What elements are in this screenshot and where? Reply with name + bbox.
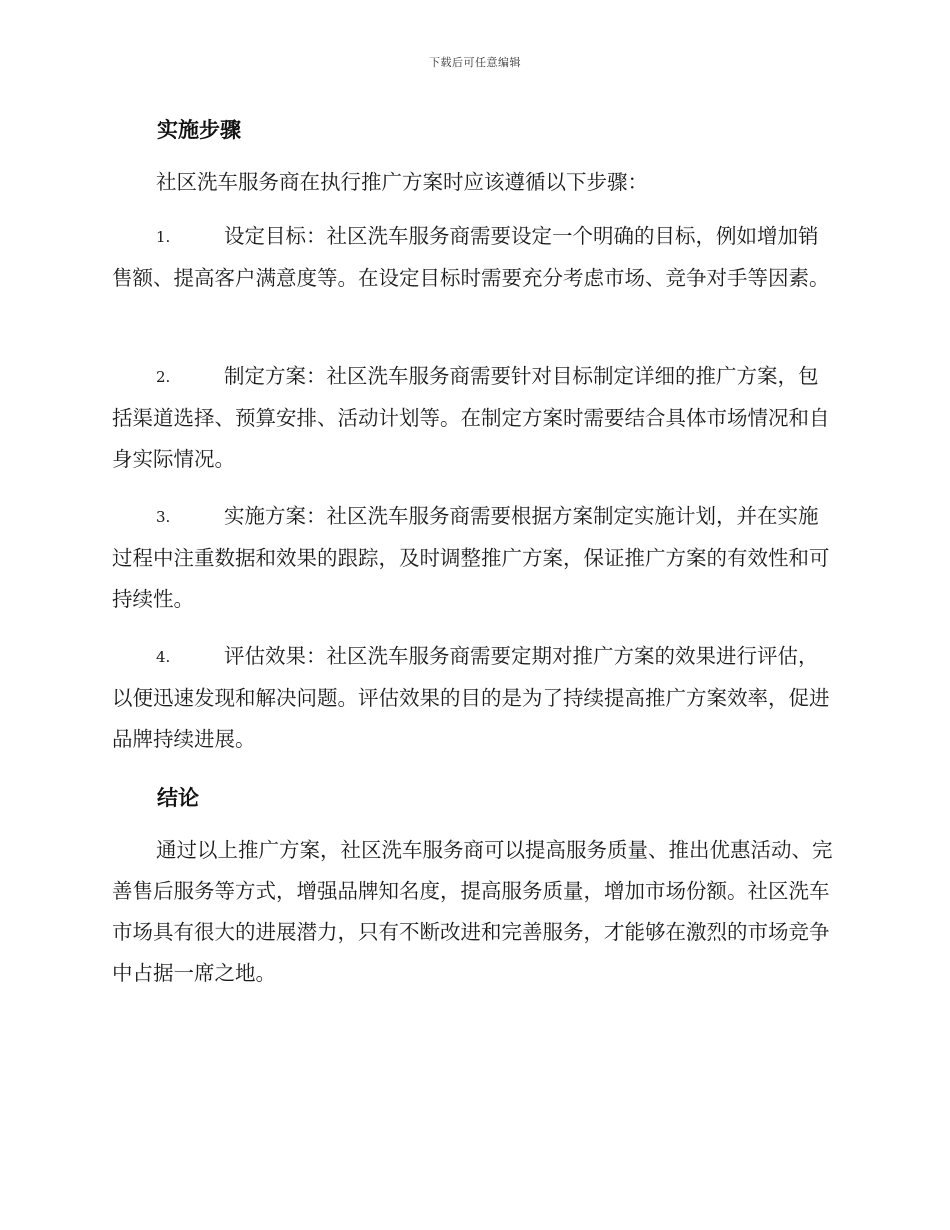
list-item-number: 3. bbox=[156, 508, 171, 526]
section-heading-steps: 实施步骤 bbox=[157, 118, 241, 142]
section-heading-conclusion: 结论 bbox=[157, 786, 199, 810]
list-item bbox=[112, 636, 834, 760]
list-item bbox=[112, 216, 834, 299]
conclusion-paragraph bbox=[112, 830, 834, 994]
list-item bbox=[112, 496, 834, 620]
steps-intro-text: 社区洗车服务商在执行推广方案时应该遵循以下步骤： bbox=[156, 170, 648, 194]
list-item-text: 评估效果：社区洗车服务商需要定期对推广方案的效果进行评估，以便迅速发现和解决问题。评估效果的目的是为了持续提高推广方案效率，促进品牌持续进展。 bbox=[112, 644, 830, 751]
steps-intro bbox=[112, 162, 834, 203]
list-item-number: 1. bbox=[156, 228, 171, 246]
list-item-text: 制定方案：社区洗车服务商需要针对目标制定详细的推广方案，包括渠道选择、预算安排、活动计划等。在制定方案时需要结合具体市场情况和自身实际情况。 bbox=[112, 364, 830, 471]
list-item bbox=[112, 356, 834, 480]
list-item-number: 2. bbox=[156, 368, 171, 386]
page-header: 下载后可任意编辑 bbox=[429, 56, 521, 69]
list-item-text: 设定目标：社区洗车服务商需要设定一个明确的目标，例如增加销售额、提高客户满意度等。在设定目标时需要充分考虑市场、竞争对手等因素。 bbox=[112, 224, 830, 290]
list-item-text: 实施方案：社区洗车服务商需要根据方案制定实施计划，并在实施过程中注重数据和效果的跟踪，及时调整推广方案，保证推广方案的有效性和可持续性。 bbox=[112, 504, 830, 611]
list-item-number: 4. bbox=[156, 648, 171, 666]
conclusion-text: 通过以上推广方案，社区洗车服务商可以提高服务质量、推出优惠活动、完善售后服务等方式，增强品牌知名度，提高服务质量，增加市场份额。社区洗车市场具有很大的进展潜力，只有不断改进和完善服务，才能够在激烈的市场竞争中占据一席之地。 bbox=[112, 838, 833, 985]
